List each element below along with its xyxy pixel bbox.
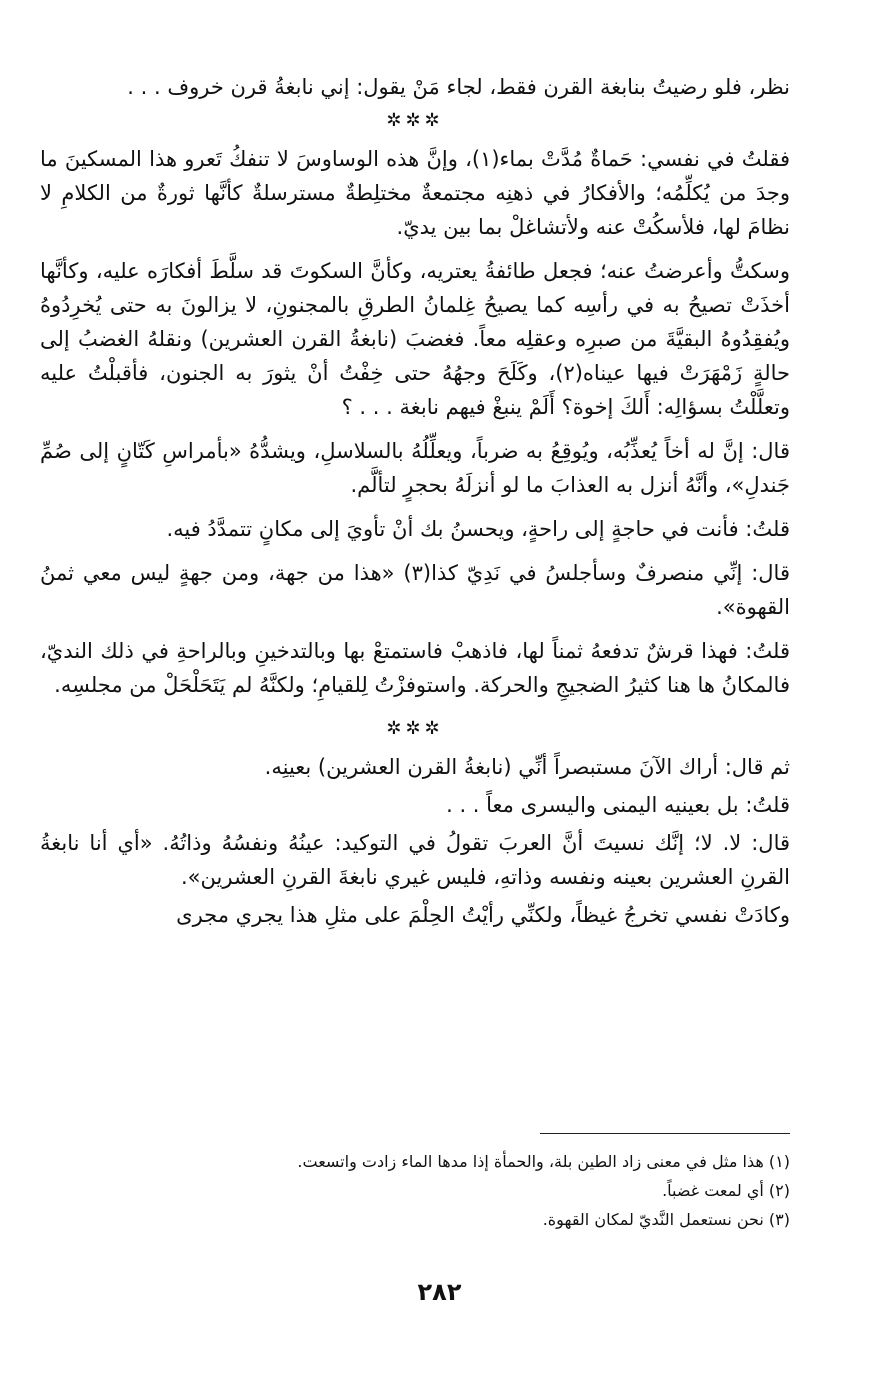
page-body [40, 70, 790, 942]
footnote: (٢) أي لمعت غضباً. [662, 1181, 790, 1200]
paragraph: فقلتُ في نفسي: حَماةٌ مُدَّتْ بماء(١)، وإنَّ هذه الوساوسَ لا تنفكُ تَعرو هذا المسكينَ ما وجدَ من يُكلِّمُه؛ والأفكارُ في ذهنِه مجتمعةٌ مختلِطةٌ مسترسلةٌ كأنَّها ثورةٌ من الكلامِ لا نظامَ لها، فلأسكُتْ عنه ولأتشاغلْ بما بين يديّ. [40, 147, 790, 239]
footnotes [200, 1147, 790, 1234]
footnote-divider [540, 1133, 790, 1134]
top-line: نظر، فلو رضيتُ بنابغة القرن فقط، لجاء مَنْ يقول: إني نابغةُ قرن خروف . . . [127, 75, 790, 99]
paragraph: قلتُ: فأنت في حاجةٍ إلى راحةٍ، ويحسنُ بك أنْ تأويَ إلى مكانٍ تتمدَّدُ فيه. [166, 517, 790, 541]
paragraph: قال: لا. لا؛ إنَّك نسيتَ أنَّ العربَ تقولُ في التوكيد: عينُهُ ونفسُهُ وذاتُهُ. «أي أنا نابغةُ القرنِ العشرين بعينه ونفسه وذاتهِ، فليس غيري نابغةَ القرنِ العشرين». [40, 831, 790, 889]
paragraph: قال: إنَّ له أخاً يُعذِّبُه، ويُوقِعُ به ضرباً، ويعلِّلُهُ بالسلاسلِ، ويشدُّهُ «بأمراسِ كَتّانٍ إلى صُمِّ جَندلِ»، وأنَّهُ أنزل به العذابَ ما لو أنزلَهُ بحجرٍ لتألَّم. [40, 439, 790, 497]
section-separator: ✲✲✲ [386, 110, 444, 131]
paragraph: وكادَتْ نفسي تخرجُ غيظاً، ولكنِّي رأيْتُ الحِلْمَ على مثلِ هذا يجري مجرى [176, 903, 790, 927]
section-separator: ✲✲✲ [386, 718, 444, 739]
paragraph: قلتُ: بل بعينيه اليمنى واليسرى معاً . . . [446, 793, 790, 817]
footnote: (١) هذا مثل في معنى زاد الطين بلة، والحمأة إذا مدها الماء زادت واتسعت. [297, 1152, 790, 1171]
paragraph: قلتُ: فهذا قرشٌ تدفعهُ ثمناً لها، فاذهبْ فاستمتعْ بها وبالتدخينِ وبالراحةِ في ذلك النديّ، فالمكانُ ها هنا كثيرُ الضجيجِ والحركة. واستوفزْتُ لِلقيامِ؛ ولكنَّهُ لم يَتَحَلْحَلْ من مجلسِه. [40, 639, 790, 697]
footnote: (٣) نحن نستعمل النَّديّ لمكان القهوة. [542, 1210, 790, 1229]
paragraph: وسكتُّ وأعرضتُ عنه؛ فجعل طائفةُ يعتريه، وكأنَّ السكوتَ قد سلَّطَ أفكارَه عليه، وكأنَّها أخذَتْ تصيحُ به في رأسِه كما يصيحُ غِلمانُ الطرقِ بالمجنونِ، لا يزالونَ به حتى يُخرِدُوهُ ويُفقِدُوهُ البقيَّةَ من صبرِه وعقلِه معاً. فغضبَ (نابغةُ القرن العشرين) ونقلهُ الغضبُ إلى حالةٍ زَمْهَرَتْ فيها عيناه(٢)، وكَلَحَ وجهُهُ حتى خِفْتُ أنْ يثورَ به الجنون، فأقبلْتُ عليه وتعلَّلْتُ بسؤالِه: أَلكَ إخوة؟ أَلَمْ ينبغْ فيهم نابغة . . . ؟ [40, 259, 790, 419]
page-number: ٢٨٢ [417, 1278, 462, 1306]
paragraph: قال: إنِّي منصرفٌ وسأجلسُ في نَدِيّ كذا(٣) «هذا من جهة، ومن جهةٍ ليس معي ثمنُ القهوة». [40, 561, 790, 619]
paragraph: ثم قال: أراك الآنَ مستبصراً أنِّي (نابغةُ القرن العشرين) بعينِه. [264, 755, 790, 779]
